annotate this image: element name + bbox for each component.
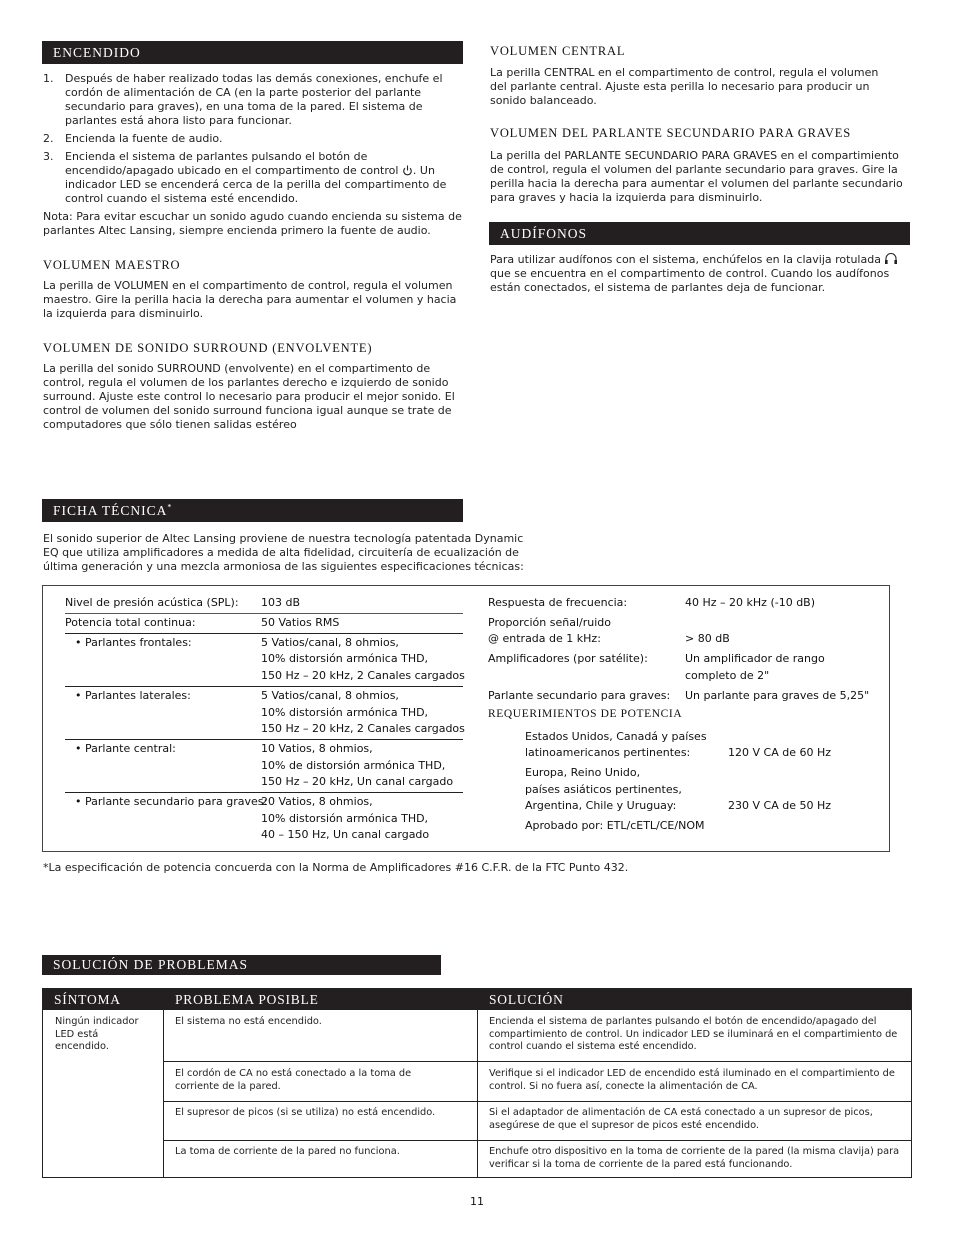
divider: [477, 1010, 478, 1177]
spec-value: 10% de distorsión armónica THD,: [261, 759, 446, 772]
spec-label: Nivel de presión acústica (SPL):: [65, 596, 239, 609]
problem-cell: El sistema no está encendido.: [175, 1016, 322, 1027]
solution-cell: Si el adaptador de alimentación de CA está conectado a un supresor de picos, asegúrese de que el supresor de picos esté encendido.: [489, 1107, 873, 1131]
list-item: 3. Encienda el sistema de parlantes pulsando el botón de encendido/apagado ubicado en el compartimento de control . Un indicador LED se encenderá cerca de la perilla del compartimento de control cuando el sistema esté encendido.: [43, 150, 447, 205]
spec-value: 5 Vatios/canal, 8 ohmios,: [261, 689, 399, 702]
spec-value: Un parlante para graves de 5,25": [685, 689, 870, 702]
subheading-volumen-maestro: VOLUMEN MAESTRO: [43, 258, 181, 272]
spec-label: • Parlante central:: [75, 742, 176, 755]
divider: [163, 1061, 911, 1062]
spec-value: 5 Vatios/canal, 8 ohmios,: [261, 636, 399, 649]
spec-label: @ entrada de 1 kHz:: [488, 632, 601, 645]
specs-intro: El sonido superior de Altec Lansing proviene de nuestra tecnología patentada Dynamic EQ que utiliza amplificadores a medida de alta fidelidad, circuitería de ecualización de última generación y una mezcla armoniosa de las siguientes especificaciones técnicas:: [43, 532, 524, 573]
power-icon: [402, 165, 413, 176]
spec-label: • Parlantes frontales:: [75, 636, 192, 649]
spec-label: • Parlante secundario para graves:: [75, 795, 268, 808]
surround-volume-text: La perilla del sonido SURROUND (envolvente) en el compartimento de control, regula el volumen de los parlantes derecho e izquierdo de sonido surround. Ajuste este control lo necesario para producir el mejor sonido. El control de volumen del sonido surround funciona igual aunque se trate de computadores que sólo tienen salidas estéreo: [43, 362, 455, 431]
headphones-text: Para utilizar audífonos con el sistema, enchúfelos en la clavija rotulada que se encuentra en el compartimento de control. Cuando los audífonos están conectados, el sistema de parlantes deja de funcionar.: [490, 252, 908, 295]
spec-label: Amplificadores (por satélite):: [488, 652, 648, 665]
divider: [65, 792, 463, 793]
spec-label: Parlante secundario para graves:: [488, 689, 671, 702]
specs-footnote: *La especificación de potencia concuerda con la Norma de Amplificadores #16 C.F.R. de la FTC Punto 432.: [43, 861, 629, 874]
divider: [163, 1140, 911, 1141]
table-header: [43, 989, 911, 1010]
divider: [163, 1101, 911, 1102]
divider: [65, 739, 463, 740]
power-note: Nota: Para evitar escuchar un sonido agudo cuando encienda su sistema de parlantes Altec Lansing, siempre encienda primero la fuente de audio.: [43, 210, 462, 237]
problem-cell: El supresor de picos (si se utiliza) no está encendido.: [175, 1107, 436, 1118]
center-volume-text: La perilla CENTRAL en el compartimento de control, regula el volumen del parlante central. Ajuste esta perilla lo necesario para producir un sonido balanceado.: [490, 66, 879, 107]
section-title: ENCENDIDO: [53, 45, 141, 60]
spec-label: Aprobado por: ETL/cETL/CE/NOM: [525, 819, 705, 832]
spec-value: completo de 2": [685, 669, 770, 682]
spec-value: 120 V CA de 60 Hz: [728, 746, 832, 759]
section-title: AUDÍFONOS: [500, 226, 588, 241]
column-header: SÍNTOMA: [54, 992, 121, 1007]
problem-cell: La toma de corriente de la pared no funciona.: [175, 1146, 400, 1157]
spec-value: 103 dB: [261, 596, 301, 609]
solution-cell: Enchufe otro dispositivo en la toma de corriente de la pared (la misma clavija) para verificar si la toma de corriente de la pared está funcionando.: [489, 1146, 900, 1170]
subheading-volumen-central: VOLUMEN CENTRAL: [490, 44, 626, 58]
troubleshooting-table: [42, 988, 912, 1178]
spec-label: Respuesta de frecuencia:: [488, 596, 628, 609]
spec-label: Europa, Reino Unido,: [525, 766, 641, 779]
spec-value: 40 Hz – 20 kHz (-10 dB): [685, 596, 816, 609]
spec-label: Argentina, Chile y Uruguay:: [525, 799, 677, 812]
divider: [65, 633, 463, 634]
spec-value: Un amplificador de rango: [685, 652, 825, 665]
section-header-audifonos: [489, 222, 910, 245]
spec-value: 20 Vatios, 8 ohmios,: [261, 795, 373, 808]
spec-value: 150 Hz – 20 kHz, 2 Canales cargados: [261, 722, 465, 735]
list-item: 1. Después de haber realizado todas las demás conexiones, enchufe el cordón de alimentación de CA (en la parte posterior del parlante secundario para graves), en una toma de la pared. El sistema de parlantes está ahora listo para funcionar.: [43, 72, 443, 127]
spec-label: países asiáticos pertinentes,: [525, 783, 682, 796]
divider: [65, 613, 463, 614]
spec-value: 10% distorsión armónica THD,: [261, 812, 429, 825]
spec-value: 230 V CA de 50 Hz: [728, 799, 832, 812]
section-header-solucion: [42, 955, 441, 975]
spec-label: Potencia total continua:: [65, 616, 196, 629]
spec-label: • Parlantes laterales:: [75, 689, 191, 702]
subheading-power-requirements: REQUERIMIENTOS DE POTENCIA: [488, 708, 683, 720]
spec-label: latinoamericanos pertinentes:: [525, 746, 691, 759]
subwoofer-volume-text: La perilla del PARLANTE SECUNDARIO PARA GRAVES en el compartimiento de control, regula el volumen del parlante secundario para graves. Gire la perilla hacia la derecha para aumentar el volumen del parlante secundario para graves y hacia la izquierda para disminuirlo.: [490, 149, 903, 204]
headphones-icon: [884, 252, 898, 265]
section-title: SOLUCIÓN DE PROBLEMAS: [53, 957, 249, 972]
spec-label: Estados Unidos, Canadá y países: [525, 730, 707, 743]
spec-value: 150 Hz – 20 kHz, Un canal cargado: [261, 775, 454, 788]
section-header-ficha: FICHA TÉCNICA*: [42, 499, 463, 522]
page-number: 11: [470, 1195, 484, 1208]
spec-value: 50 Vatios RMS: [261, 616, 340, 629]
power-on-steps: [43, 72, 463, 210]
divider: [163, 1010, 164, 1177]
spec-value: 150 Hz – 20 kHz, 2 Canales cargados: [261, 669, 465, 682]
subheading-volumen-surround: VOLUMEN DE SONIDO SURROUND (ENVOLVENTE): [43, 341, 373, 355]
problem-cell: El cordón de CA no está conectado a la toma de corriente de la pared.: [175, 1068, 412, 1092]
spec-value: 10% distorsión armónica THD,: [261, 652, 429, 665]
solution-cell: Encienda el sistema de parlantes pulsando el botón de encendido/apagado del compartimiento de control. Un indicador LED se iluminará en el compartimiento de control cuando el sistema esté encendido.: [489, 1016, 898, 1052]
list-item: 2. Encienda la fuente de audio.: [43, 132, 223, 145]
spec-value: > 80 dB: [685, 632, 730, 645]
column-header: PROBLEMA POSIBLE: [175, 992, 319, 1007]
spec-value: 10 Vatios, 8 ohmios,: [261, 742, 373, 755]
section-title: FICHA TÉCNICA: [53, 503, 168, 518]
subheading-volumen-graves: VOLUMEN DEL PARLANTE SECUNDARIO PARA GRAVES: [490, 126, 851, 140]
spec-value: 40 – 150 Hz, Un canal cargado: [261, 828, 430, 841]
column-header: SOLUCIÓN: [489, 992, 564, 1007]
solution-cell: Verifique si el indicador LED de encendido está iluminado en el compartimiento de control. Si no fuera así, conecte la alimentación de CA.: [489, 1068, 895, 1092]
divider: [65, 686, 463, 687]
section-header-encendido: [42, 41, 463, 64]
spec-value: 10% distorsión armónica THD,: [261, 706, 429, 719]
spec-label: Proporción señal/ruido: [488, 616, 611, 629]
symptom-cell: Ningún indicador LED está encendido.: [55, 1016, 139, 1052]
master-volume-text: La perilla de VOLUMEN en el compartimento de control, regula el volumen maestro. Gire la perilla hacia la derecha para aumentar el volumen y hacia la izquierda para disminuirlo.: [43, 279, 457, 320]
